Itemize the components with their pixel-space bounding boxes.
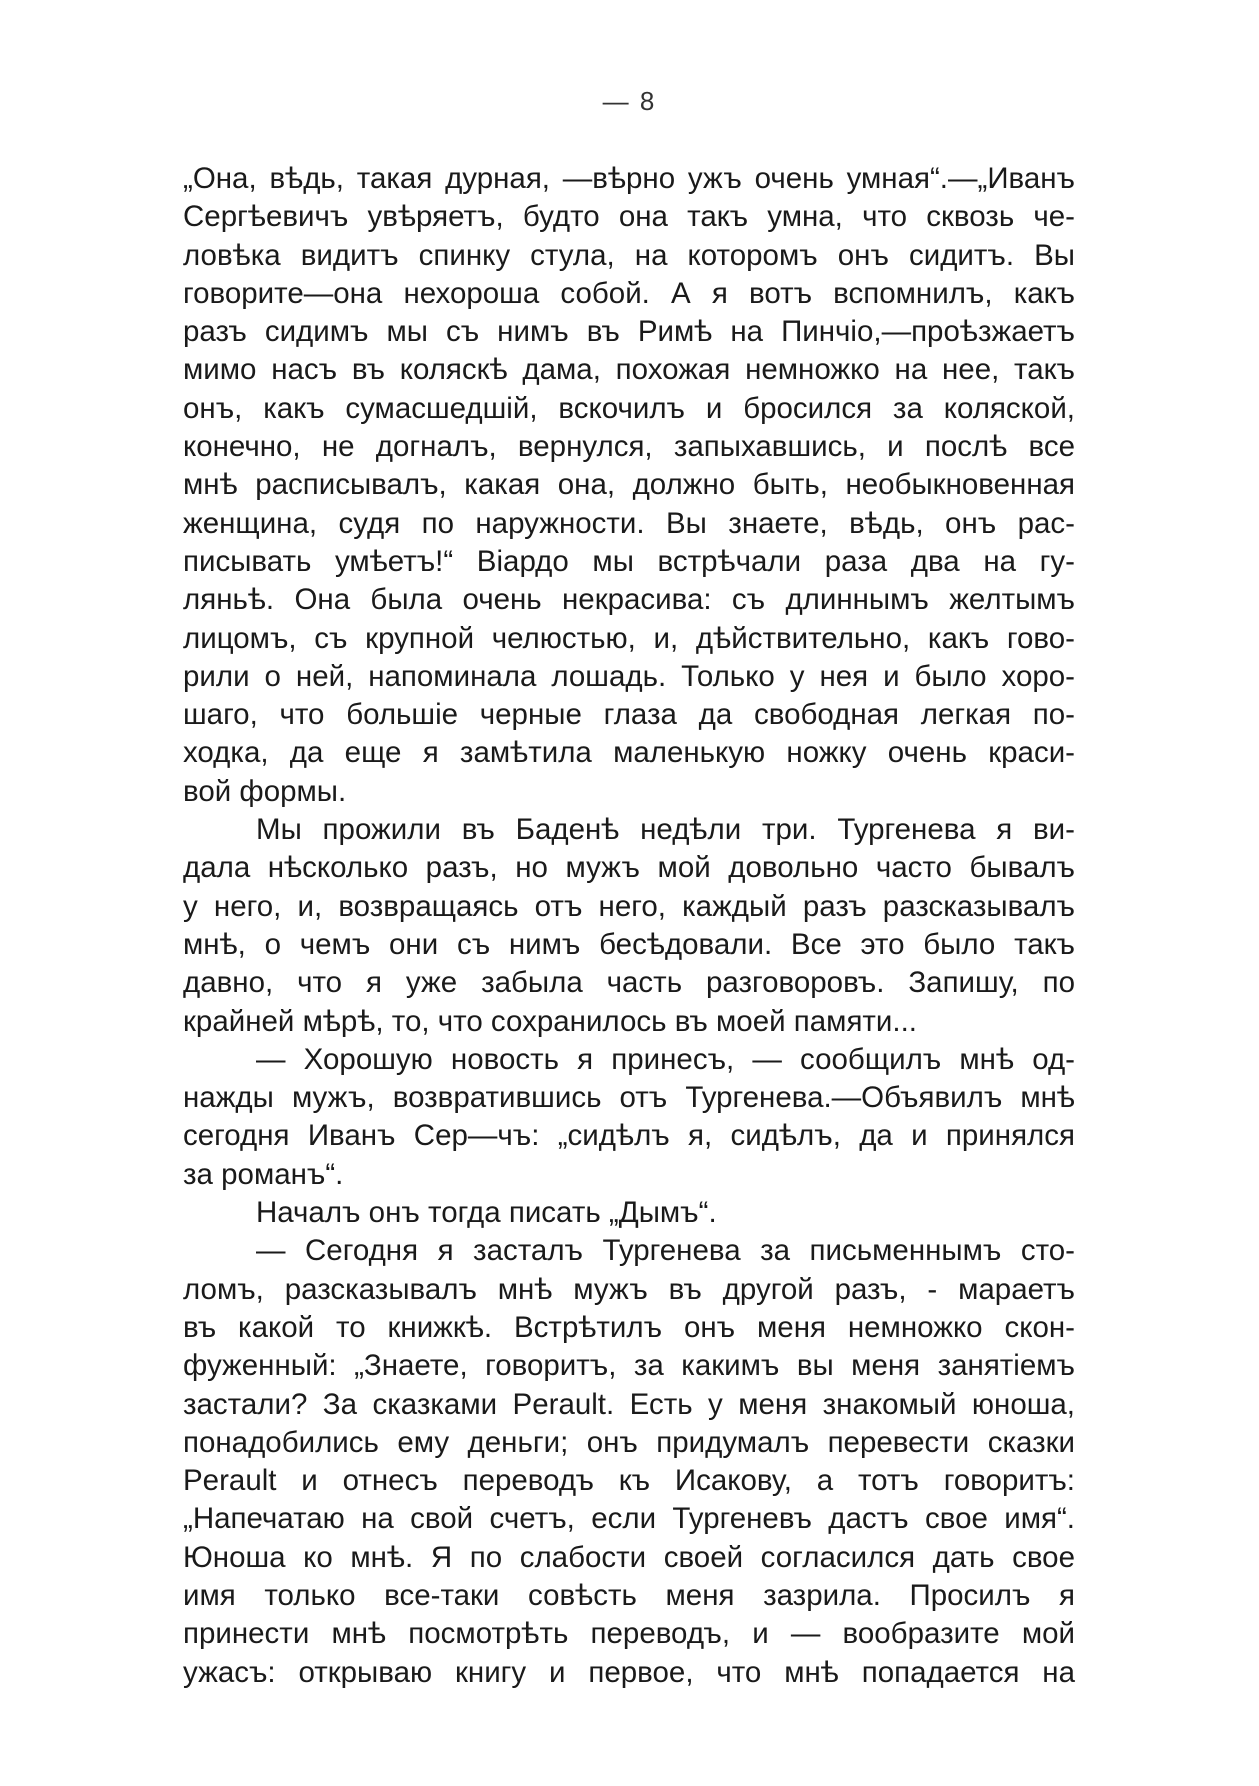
text-line: давно, что я уже забыла часть разговоровъ. Запишу, по <box>183 966 1075 1000</box>
text-line: разъ сидимъ мы съ нимъ въ Римѣ на Пинчіо,—проѣзжаетъ <box>183 315 1075 349</box>
text-line: рили о ней, напоминала лошадь. Только у нея и было хоро- <box>183 659 1075 693</box>
text-line: лицомъ, съ крупной челюстью, и, дѣйствительно, какъ гово- <box>183 621 1075 655</box>
text-line: за романъ“. <box>183 1157 344 1191</box>
text-line: ходка, да еще я замѣтила маленькую ножку очень краси- <box>183 736 1075 770</box>
text-line: шаго, что большіе черные глаза да свободная легкая по- <box>183 698 1075 732</box>
text-line: „Она, вѣдь, такая дурная, —вѣрно ужъ очень умная“.—„Иванъ <box>183 162 1075 195</box>
text-line: конечно, не догналъ, вернулся, запыхавшись, и послѣ все <box>183 430 1075 464</box>
text-line: Сергѣевичъ увѣряетъ, будто она такъ умна, что сквозь че- <box>183 200 1075 234</box>
text-line: „Напечатаю на свой счетъ, если Тургеневъ дастъ свое имя“. <box>183 1502 1075 1536</box>
text-line: нажды мужъ, возвратившись отъ Тургенева.—Объявилъ мнѣ <box>183 1081 1075 1115</box>
text-line: мнѣ, о чемъ они съ нимъ бесѣдовали. Все это было такъ <box>183 927 1075 961</box>
text-line: Началъ онъ тогда писать „Дымъ“. <box>256 1196 717 1230</box>
text-line: имя только все-таки совѣсть меня зазрила. Просилъ я <box>183 1578 1075 1612</box>
text-line: дала нѣсколько разъ, но мужъ мой довольно часто бывалъ <box>183 851 1075 885</box>
text-line: фуженный: „Знаете, говоритъ, за какимъ вы меня занятіемъ <box>183 1349 1075 1383</box>
text-line: говорите—она нехороша собой. А я вотъ вспомнилъ, какъ <box>183 276 1075 310</box>
text-line: — Хорошую новость я принесъ, — сообщилъ мнѣ од- <box>256 1042 1075 1076</box>
text-line: ужасъ: открываю книгу и первое, что мнѣ попадается на <box>183 1655 1075 1689</box>
text-line: вой формы. <box>183 774 347 808</box>
text-line: онъ, какъ сумасшедшій, вскочилъ и бросился за коляской, <box>183 391 1075 425</box>
text-line: Юноша ко мнѣ. Я по слабости своей согласился дать свое <box>183 1540 1075 1574</box>
text-line: мнѣ расписывалъ, какая она, должно быть, необыкновенная <box>183 468 1075 502</box>
text-line: мимо насъ въ коляскѣ дама, похожая немножко на нее, такъ <box>183 353 1075 387</box>
text-line: ляньѣ. Она была очень некрасива: съ длиннымъ желтымъ <box>183 583 1075 617</box>
text-line: у него, и, возвращаясь отъ него, каждый разъ разсказывалъ <box>183 889 1075 923</box>
text-line: — Сегодня я засталъ Тургенева за письменнымъ сто- <box>256 1234 1075 1268</box>
text-line: ловѣка видитъ спинку стула, на которомъ онъ сидитъ. Вы <box>183 238 1075 272</box>
text-line: сегодня Иванъ Сер—чъ: „сидѣлъ я, сидѣлъ, да и принялся <box>183 1119 1075 1153</box>
page-text <box>183 160 1075 1692</box>
text-line: крайней мѣрѣ, то, что сохранилось въ моей памяти... <box>183 1004 917 1038</box>
text-line: Мы прожили въ Баденѣ недѣли три. Тургенева я ви- <box>256 813 1075 847</box>
page-number: — 8 <box>602 86 657 116</box>
text-line: ломъ, разсказывалъ мнѣ мужъ въ другой разъ, - мараетъ <box>183 1272 1075 1306</box>
text-line: понадобились ему деньги; онъ придумалъ перевести сказки <box>183 1425 1075 1459</box>
text-line: въ какой то книжкѣ. Встрѣтилъ онъ меня немножко скон- <box>183 1310 1075 1344</box>
text-line: застали? За сказками Perault. Есть у меня знакомый юноша, <box>183 1387 1075 1421</box>
text-line: Perault и отнесъ переводъ къ Исакову, а тотъ говоритъ: <box>183 1464 1075 1498</box>
text-line: принести мнѣ посмотрѣть переводъ, и — вообразите мой <box>183 1617 1075 1651</box>
text-line: писывать умѣетъ!“ Віардо мы встрѣчали раза два на гу- <box>183 544 1075 578</box>
text-line: женщина, судя по наружности. Вы знаете, вѣдь, онъ рас- <box>183 506 1075 540</box>
